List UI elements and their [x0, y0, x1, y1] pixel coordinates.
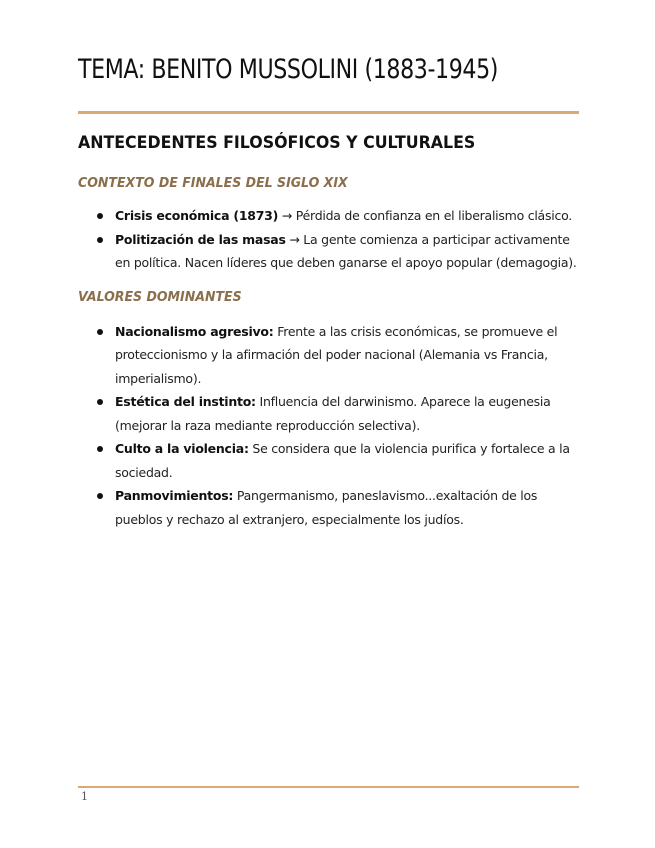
list-item-term: Nacionalismo agresivo: [115, 323, 274, 339]
list-item-text: Frente a las crisis económicas, se promueve el proteccionismo y la afirmación del poder nacional (Alemania vs Francia, imperialismo). [115, 323, 558, 386]
list-item-term: Crisis económica (1873) [115, 208, 279, 223]
footer-divider [78, 786, 579, 788]
list-item [78, 390, 579, 437]
section-heading: ANTECEDENTES FILOSÓFICOS Y CULTURALES [78, 133, 476, 153]
list-item [78, 228, 579, 275]
subsection-heading-values: VALORES DOMINANTES [78, 288, 242, 305]
bullet-icon [97, 493, 103, 499]
list-item-text: Se considera que la violencia purifica y fortalece a la sociedad. [115, 441, 570, 480]
list-item [78, 437, 579, 484]
list-item [78, 204, 579, 228]
document-body [78, 133, 579, 531]
list-item [78, 484, 579, 531]
list-item-term: Culto a la violencia: [115, 441, 249, 456]
list-item-text: → La gente comienza a participar activamente en política. Nacen líderes que deben ganarse el apoyo popular (demagogia). [115, 231, 577, 270]
values-list [78, 320, 579, 532]
context-list [78, 204, 579, 275]
bullet-icon [97, 329, 103, 335]
list-item [78, 320, 579, 391]
bullet-icon [97, 446, 103, 452]
list-item-text: Influencia del darwinismo. Aparece la eugenesia (mejorar la raza mediante reproducción selectiva). [115, 394, 551, 433]
list-item-term: Estética del instinto: [115, 394, 256, 409]
list-item-term: Politización de las masas [115, 231, 286, 247]
title-divider [78, 111, 579, 114]
bullet-icon [97, 399, 103, 405]
document-title: TEMA: BENITO MUSSOLINI (1883-1945) [78, 54, 498, 85]
list-item-text: Pangermanismo, paneslavismo...exaltación de los pueblos y rechazo al extranjero, especialmente los judíos. [115, 488, 538, 527]
list-item-term: Panmovimientos: [115, 488, 234, 503]
subsection-heading-context: CONTEXTO DE FINALES DEL SIGLO XIX [78, 175, 348, 191]
bullet-icon [97, 237, 103, 243]
list-item-text: → Pérdida de confianza en el liberalismo clásico. [278, 208, 572, 223]
bullet-icon [97, 213, 103, 219]
page-number: 1 [81, 790, 88, 803]
